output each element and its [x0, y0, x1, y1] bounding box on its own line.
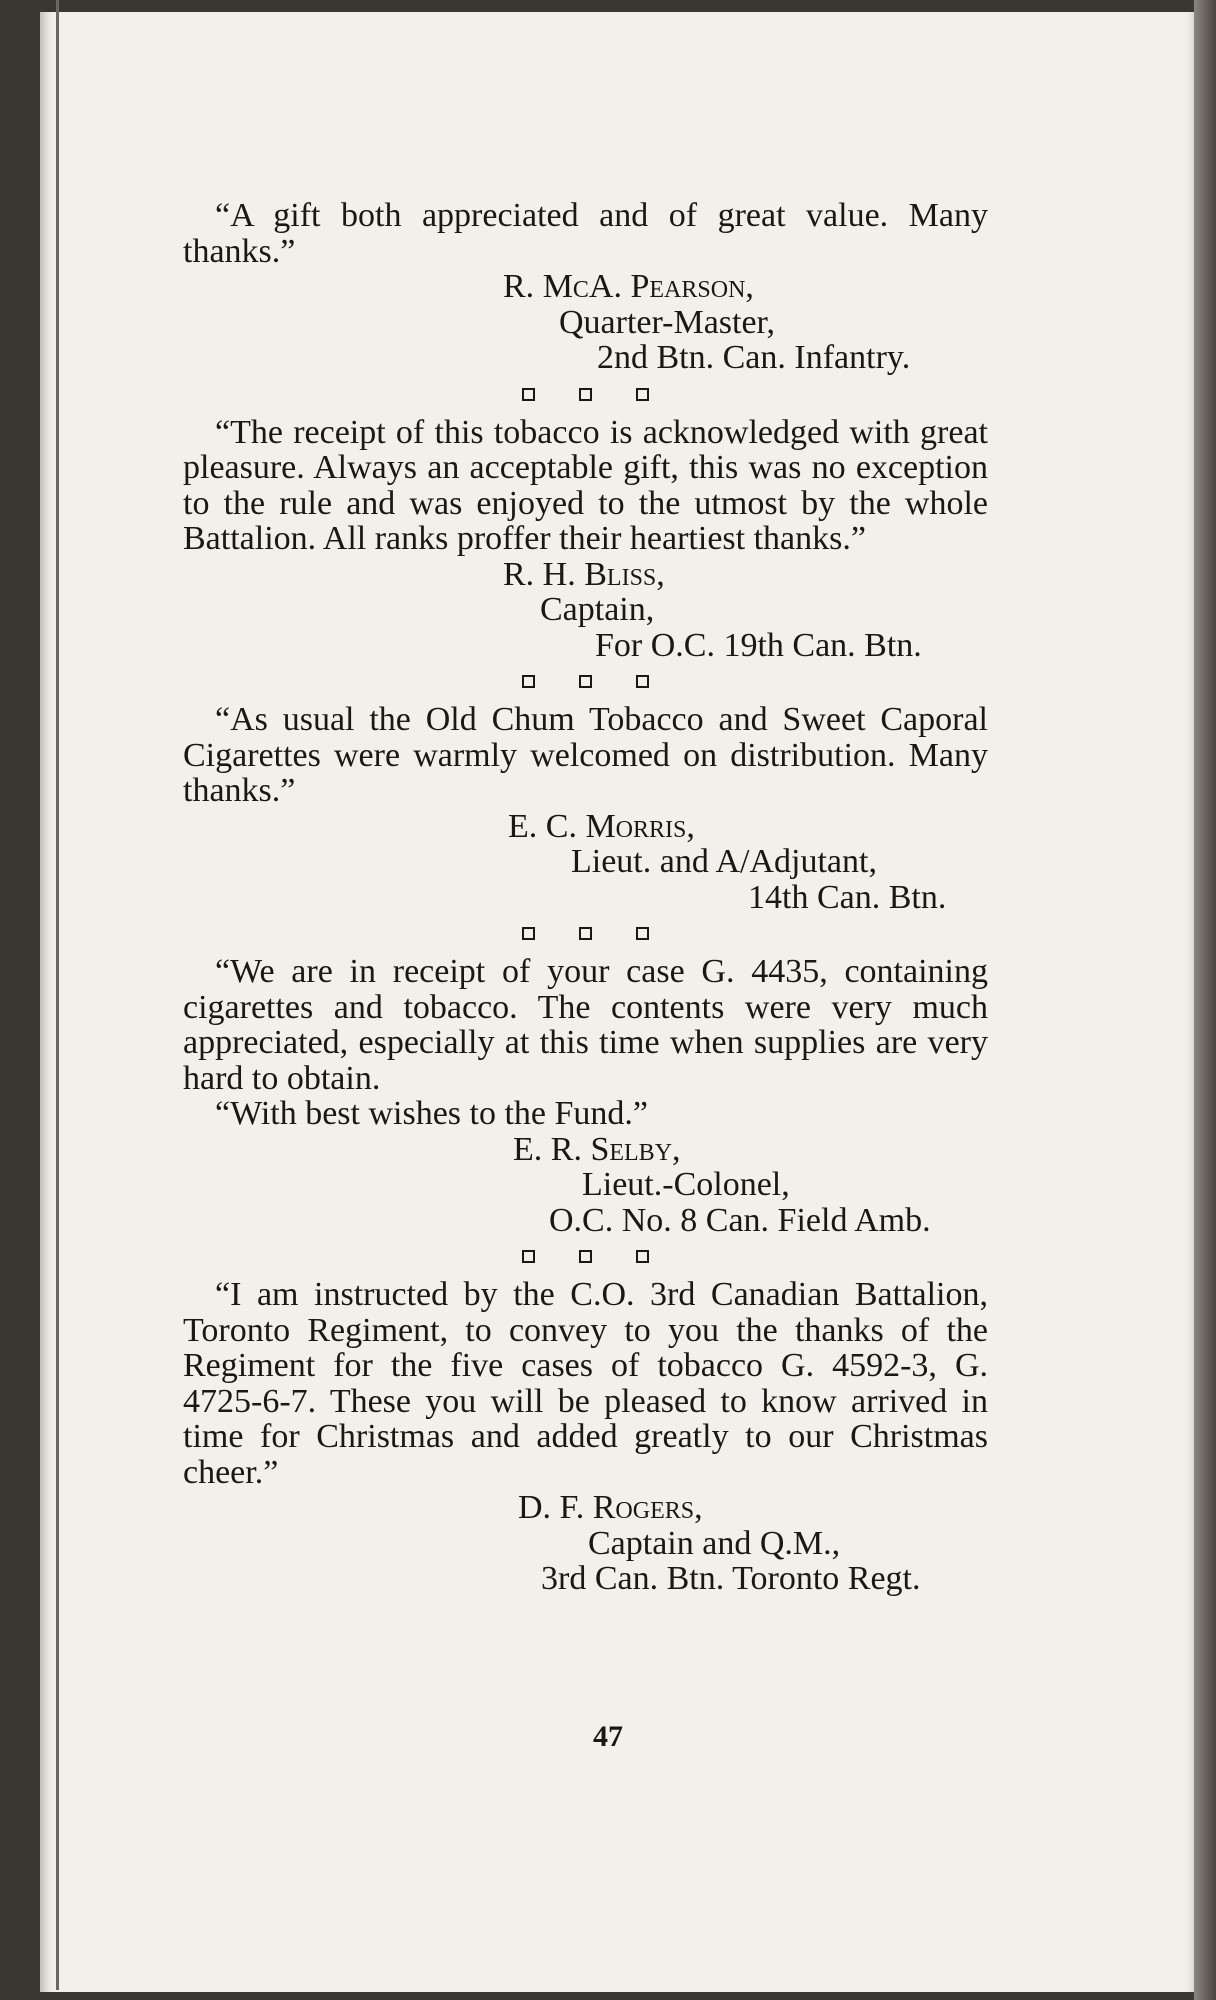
letter-text: “As usual the Old Chum Tobacco and Sweet Caporal Cigarettes were warmly welcomed on distribution. Many thanks.” [183, 701, 988, 809]
signer-rank: Captain and Q.M., [588, 1524, 841, 1562]
letter-text: “A gift both appreciated and of great value. Many thanks.” [183, 197, 988, 270]
separator-ornament [183, 927, 988, 940]
square-icon [522, 1250, 535, 1263]
signer-name [183, 1132, 988, 1168]
signer-initials: R. H. [503, 555, 585, 593]
letter-text: “The receipt of this tobacco is acknowledged with great pleasure. Always an acceptable gift, this was no exception to the rule and was enjoyed to the utmost by the whole Battalion. All ranks proffer their heartiest thanks.” [183, 413, 988, 557]
square-icon [579, 1250, 592, 1263]
letter-morris [183, 702, 988, 915]
signer-surname: Selby [590, 1130, 673, 1168]
square-icon [636, 927, 649, 940]
letter-text: “With best wishes to the Fund.” [215, 1095, 649, 1132]
letter-rogers [183, 1277, 988, 1597]
signature-block [183, 557, 988, 664]
signer-comma: , [745, 268, 754, 305]
letter-text: “I am instructed by the C.O. 3rd Canadian Battalion, Toronto Regiment, to convey to you the thanks of the Regiment for the five cases of tobacco G. 4592-3, G. 4725-6-7. These you will be pleased to know arrived in time for Christmas and added greatly to our Christmas cheer.” [183, 1276, 988, 1491]
signer-unit: 3rd Can. Btn. Toronto Regt. [541, 1560, 921, 1597]
separator-ornament [183, 388, 988, 401]
signer-rank: Captain, [540, 591, 655, 628]
signer-name [183, 809, 988, 845]
signer-surname: Rogers [592, 1489, 695, 1526]
signer-comma: , [686, 807, 695, 845]
square-icon [636, 675, 649, 688]
signer-unit: O.C. No. 8 Can. Field Amb. [549, 1201, 931, 1239]
signature-block [183, 1132, 988, 1239]
letter-selby [183, 954, 988, 1238]
signer-comma: , [694, 1489, 703, 1526]
signer-rank: Lieut. and A/Adjutant, [571, 843, 877, 880]
page-number: 47 [593, 1720, 623, 1753]
signer-unit: 2nd Btn. Can. Infantry. [597, 339, 911, 376]
signer-unit: 14th Can. Btn. [748, 878, 947, 916]
letters-column [183, 198, 988, 1597]
signer-comma: , [656, 555, 665, 593]
signer-name [183, 557, 988, 593]
page-edge [1194, 0, 1216, 2000]
signature-block [183, 809, 988, 916]
signer-initials: E. R. [513, 1130, 591, 1168]
separator-ornament [183, 1250, 988, 1263]
signer-initials: D. F. [518, 1489, 593, 1526]
square-icon [579, 388, 592, 401]
signer-name [183, 1490, 988, 1526]
signer-name [183, 269, 988, 305]
signer-rank: Lieut.-Colonel, [582, 1166, 790, 1203]
signer-initials: R. [503, 268, 543, 305]
signature-block [183, 1490, 988, 1597]
signer-unit: For O.C. 19th Can. Btn. [595, 626, 922, 664]
signer-surname: Morris [585, 807, 687, 845]
binding-gutter [56, 0, 59, 1990]
letter-pearson [183, 198, 988, 376]
signature-block [183, 269, 988, 376]
separator-ornament [183, 675, 988, 688]
signer-surname: Bliss [584, 555, 657, 593]
signer-initials: E. C. [508, 807, 586, 845]
square-icon [636, 1250, 649, 1263]
square-icon [636, 388, 649, 401]
square-icon [522, 388, 535, 401]
signer-rank: Quarter-Master, [559, 303, 776, 341]
square-icon [522, 927, 535, 940]
letter-text: “We are in receipt of your case G. 4435, containing cigarettes and tobacco. The contents were very much appreciated, especially at this time when supplies are very hard to obtain. [183, 953, 988, 1097]
square-icon [579, 675, 592, 688]
letter-bliss [183, 415, 988, 664]
square-icon [579, 927, 592, 940]
signer-surname: McA. Pearson [542, 268, 746, 305]
square-icon [522, 675, 535, 688]
signer-comma: , [672, 1130, 681, 1168]
